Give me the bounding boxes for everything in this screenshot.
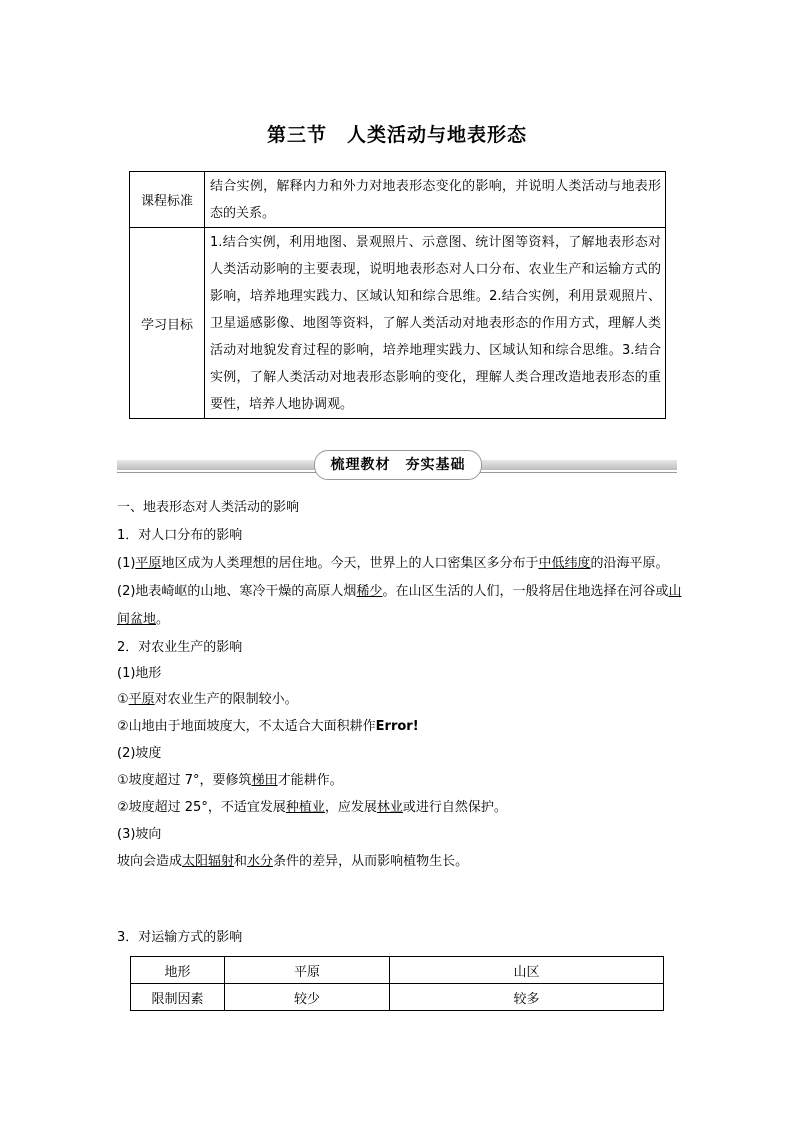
table-header-cell: 平原 (225, 957, 390, 984)
table-row (131, 957, 664, 984)
table-row (130, 228, 666, 419)
answer-blank: 水分 (247, 854, 274, 869)
course-standard-text: 结合实例，解释内力和外力对地表形态变化的影响，并说明人类活动与地表形态的关系。 (205, 172, 666, 228)
transport-table (130, 956, 664, 1011)
section-banner (117, 448, 677, 482)
text: (1) (117, 556, 136, 571)
text: 条件的差异，从而影响植物生长。 (273, 854, 469, 869)
answer-blank: 林业 (376, 800, 403, 815)
text: ②山地由于地面坡度大，不太适合大面积耕作 (117, 719, 376, 734)
text: 才能耕作。 (277, 773, 343, 788)
text: ，应发展 (324, 800, 377, 815)
paragraph (117, 848, 683, 876)
answer-blank: 梯田 (251, 773, 278, 788)
text: 坡向会造成 (117, 854, 183, 869)
list-item (117, 713, 683, 741)
text: 的沿海平原。 (590, 556, 669, 571)
text: 。 (156, 612, 170, 627)
table-row (130, 172, 666, 228)
answer-blank: 种植业 (285, 800, 325, 815)
text: (2)地表崎岖的山地、寒冷干燥的高原人烟 (117, 584, 357, 599)
course-standards-table (129, 171, 666, 419)
topic-heading: (2)坡度 (117, 746, 162, 761)
table-header-cell: 山区 (390, 957, 664, 984)
text: ②坡度超过 25°，不适宜发展 (117, 800, 286, 815)
section-heading: 一、地表形态对人类活动的影响 (117, 500, 300, 515)
text: ① (117, 692, 129, 707)
text: ①坡度超过 7°，要修筑 (117, 773, 252, 788)
course-standard-label: 课程标准 (130, 172, 205, 228)
topic-heading: (1)地形 (117, 666, 162, 681)
text: 和 (234, 854, 248, 869)
list-item (117, 767, 683, 795)
answer-blank: 稀少 (356, 584, 383, 599)
table-cell: 较少 (225, 984, 390, 1011)
banner-title: 梳理教材 夯实基础 (314, 450, 482, 480)
topic-heading: (3)坡向 (117, 827, 162, 842)
text: 。在山区生活的人们，一般将居住地选择在河谷或 (382, 584, 669, 599)
page-title: 第三节 人类活动与地表形态 (266, 124, 527, 146)
table-row (131, 984, 664, 1011)
learning-goal-text: 1.结合实例，利用地图、景观照片、示意图、统计图等资料，了解地表形态对人类活动影响的主要表现，说明地表形态对人口分布、农业生产和运输方式的影响，培养地理实践力、区域认知和综合思维。2.结合实例，利用景观照片、卫星遥感影像、地图等资料，了解人类活动对地表形态的作用方式，理解人类活动对地貌发育过程的影响，培养地理实践力、区域认知和综合思维。3.结合实例，了解人类活动对地表形态影响的变化，理解人类合理改造地表形态的重要性，培养人地协调观。 (205, 228, 666, 419)
list-item (117, 794, 683, 822)
table-cell: 较多 (390, 984, 664, 1011)
answer-blank: 平原 (128, 692, 155, 707)
paragraph (117, 578, 683, 634)
table-header-cell: 地形 (131, 957, 225, 984)
text: 对农业生产的限制较小。 (154, 692, 298, 707)
paragraph (117, 550, 683, 578)
answer-blank: 太阳辐射 (182, 854, 235, 869)
answer-blank: 中低纬度 (538, 556, 591, 571)
text: 或进行自然保护。 (402, 800, 507, 815)
subsection-heading: 2．对农业生产的影响 (117, 640, 243, 655)
list-item (117, 686, 683, 714)
learning-goal-label: 学习目标 (130, 228, 205, 419)
answer-blank: 平原 (135, 556, 162, 571)
subsection-heading: 1．对人口分布的影响 (117, 528, 243, 543)
table-cell: 限制因素 (131, 984, 225, 1011)
text: 地区成为人类理想的居住地。今天，世界上的人口密集区多分布于 (161, 556, 539, 571)
error-text: Error! (375, 719, 419, 734)
subsection-heading: 3．对运输方式的影响 (117, 930, 243, 945)
answer-blank: 山间盆地 (117, 584, 682, 627)
